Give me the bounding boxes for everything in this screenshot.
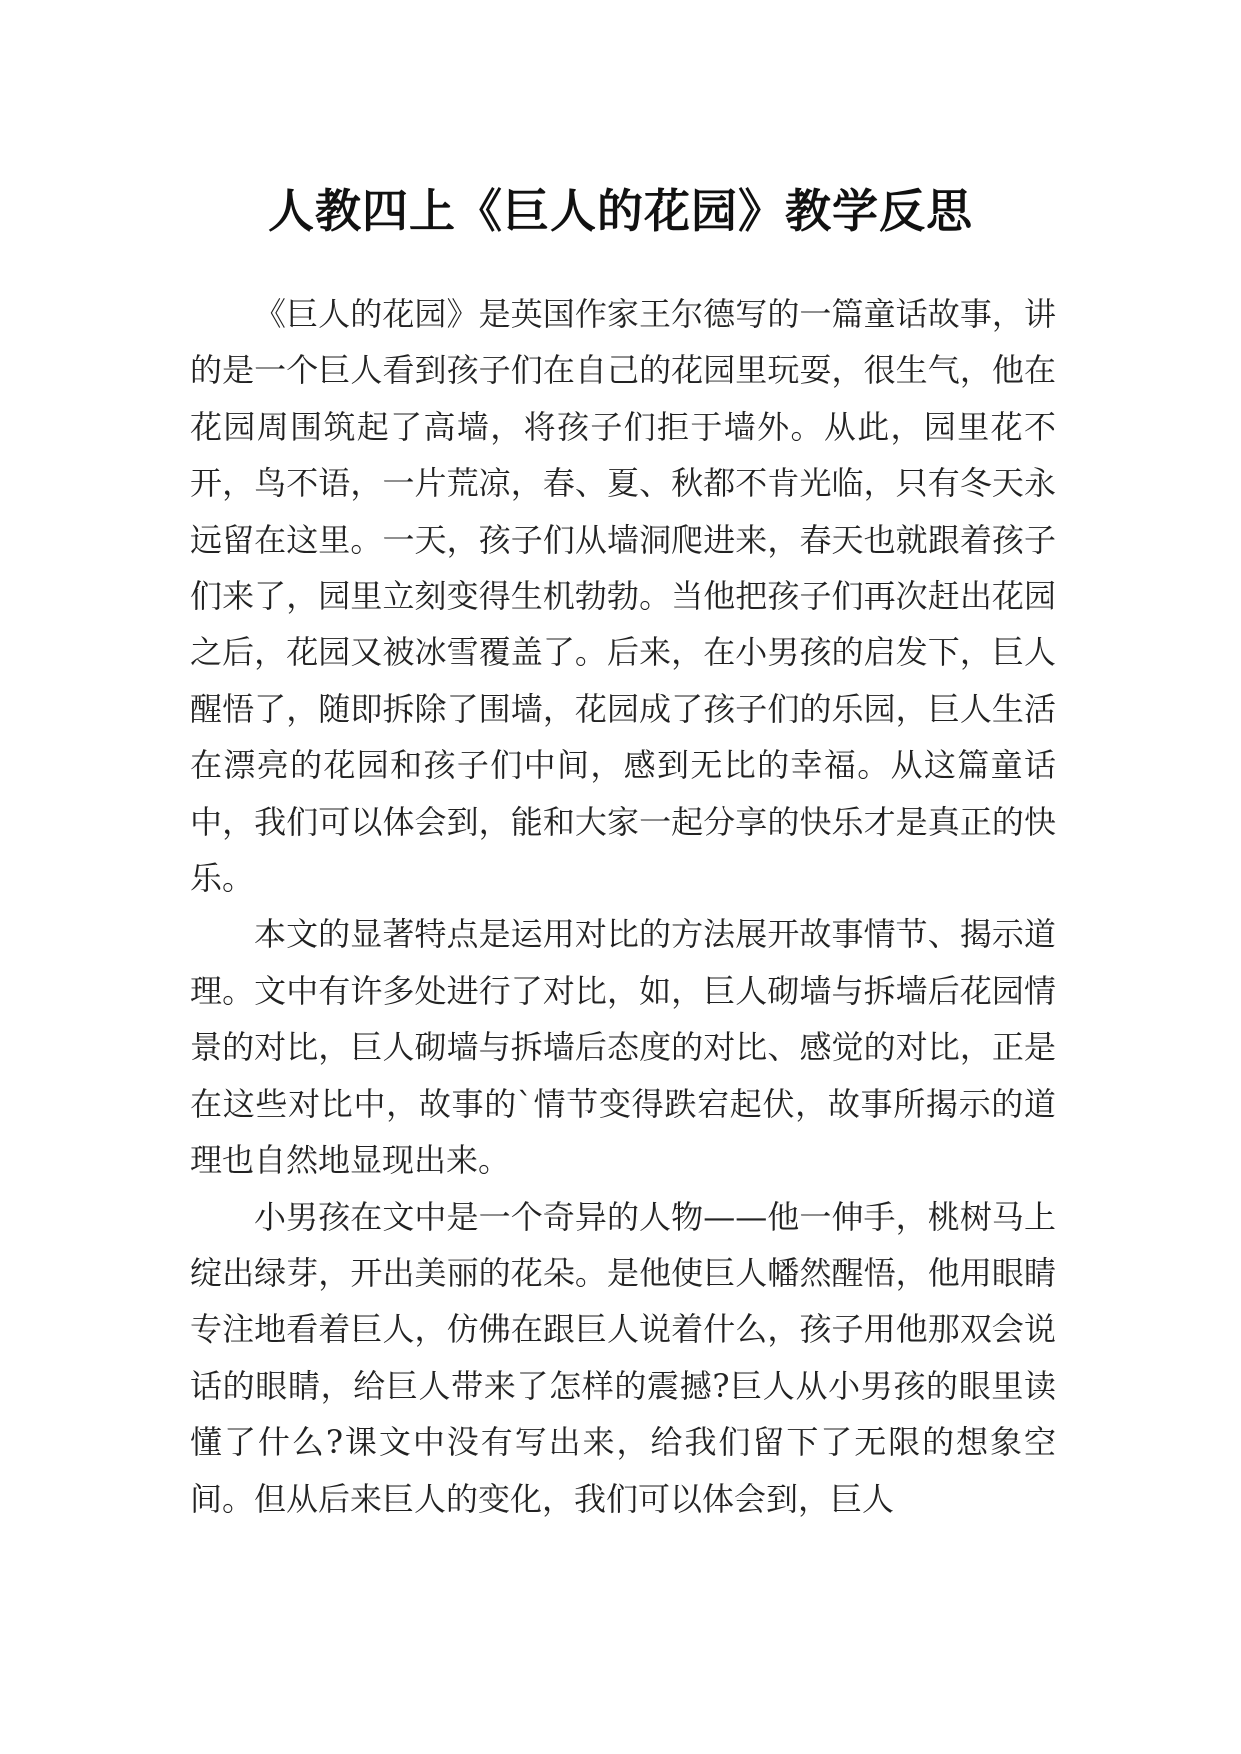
paragraph-2: 本文的显著特点是运用对比的方法展开故事情节、揭示道理。文中有许多处进行了对比，如，巨人砌墙与拆墙后花园情景的对比，巨人砌墙与拆墙后态度的对比、感觉的对比，正是在这些对比中，故事的`情节变得跌宕起伏，故事所揭示的道理也自然地显现出来。 [190,915,1056,1180]
paragraph-3: 小男孩在文中是一个奇异的人物——他一伸手，桃树马上绽出绿芽，开出美丽的花朵。是他使巨人幡然醒悟，他用眼睛专注地看着巨人，仿佛在跟巨人说着什么，孩子用他那双会说话的眼睛，给巨人带来了怎样的震撼?巨人从小男孩的眼里读懂了什么?课文中没有写出来，给我们留下了无限的想象空间。但从后来巨人的变化，我们可以体会到，巨人 [190,1197,1056,1518]
paragraph-1: 《巨人的花园》是英国作家王尔德写的一篇童话故事，讲的是一个巨人看到孩子们在自己的花园里玩耍，很生气，他在花园周围筑起了高墙，将孩子们拒于墙外。从此，园里花不开，鸟不语，一片荒凉，春、夏、秋都不肯光临，只有冬天永远留在这里。一天，孩子们从墙洞爬进来，春天也就跟着孩子们来了，园里立刻变得生机勃勃。当他把孩子们再次赶出花园之后，花园又被冰雪覆盖了。后来，在小男孩的启发下，巨人醒悟了，随即拆除了围墙，花园成了孩子们的乐园，巨人生活在漂亮的花园和孩子们中间，感到无比的幸福。从这篇童话中，我们可以体会到，能和大家一起分享的快乐才是真正的快乐。 [190,295,1056,898]
document-body [190,286,1056,1527]
document-title: 人教四上《巨人的花园》教学反思 [268,183,973,238]
